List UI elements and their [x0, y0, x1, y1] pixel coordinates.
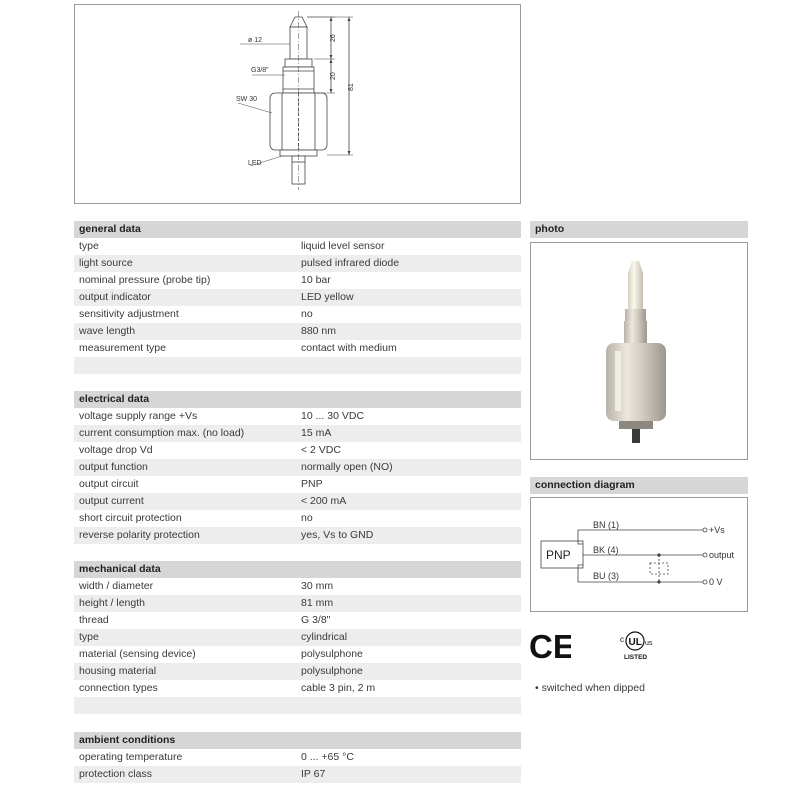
table-row: operating temperature 0 ... +65 °C: [79, 751, 354, 763]
table-row: output current < 200 mA: [74, 493, 521, 510]
ul-c-text: c: [620, 635, 624, 644]
product-photo: [530, 242, 748, 460]
wire-bk-label: BK (4): [593, 545, 619, 555]
table-row: output circuit PNP: [79, 478, 323, 490]
dim-led-label: LED: [248, 160, 262, 167]
table-row: material (sensing device) polysulphone: [79, 648, 363, 660]
dim-26-label: 26: [330, 34, 337, 42]
table-row: housing material polysulphone: [74, 663, 521, 680]
ambient-conditions-table: [74, 732, 521, 783]
table-row: thread G 3/8": [79, 614, 331, 626]
general-data-title: general data: [74, 221, 521, 238]
mechanical-data-title: mechanical data: [74, 561, 521, 578]
table-row: connection types cable 3 pin, 2 m: [79, 682, 376, 694]
mechanical-data-table: [74, 561, 521, 714]
ul-listed-text: LISTED: [624, 654, 648, 661]
wire-bu-label: BU (3): [593, 571, 620, 581]
table-row: height / length 81 mm: [74, 595, 521, 612]
table-row: output function normally open (NO): [74, 459, 521, 476]
general-data-table: [74, 221, 521, 374]
table-row: wave length 880 nm: [74, 323, 521, 340]
ul-us-text: us: [645, 640, 653, 647]
table-row: type liquid level sensor: [79, 240, 385, 252]
electrical-data-table: [74, 391, 521, 544]
table-row: sensitivity adjustment no: [79, 308, 313, 320]
table-row: voltage supply range +Vs 10 ... 30 VDC: [79, 410, 365, 422]
electrical-data-title: electrical data: [74, 391, 521, 408]
pnp-label: PNP: [546, 548, 571, 562]
table-row: reverse polarity protection yes, Vs to GND: [74, 527, 521, 544]
table-row: short circuit protection no: [79, 512, 313, 524]
wire-bn-label: BN (1): [593, 520, 620, 530]
ce-mark-icon: [529, 629, 571, 666]
table-row-blank: [74, 697, 521, 714]
switching-note: • switched when dipped: [535, 682, 645, 694]
dim-thread-label: G3/8": [251, 67, 269, 74]
terminal-0v-label: 0 V: [709, 577, 723, 587]
table-row: output indicator LED yellow: [74, 289, 521, 306]
ce-mark-text: CE: [529, 629, 571, 663]
table-row: current consumption max. (no load) 15 mA: [74, 425, 521, 442]
photo-title: photo: [530, 221, 748, 238]
table-row: measurement type contact with medium: [79, 342, 397, 354]
table-row: nominal pressure (probe tip) 10 bar: [79, 274, 331, 286]
dim-20-label: 20: [330, 72, 337, 80]
ul-mark-text: UL: [628, 637, 642, 648]
table-row-blank: [74, 357, 521, 374]
table-row: light source pulsed infrared diode: [74, 255, 521, 272]
terminal-output-label: output: [709, 550, 735, 560]
ul-listed-mark-icon: [616, 628, 664, 669]
terminal-vs-label: +Vs: [709, 525, 725, 535]
dim-wrench-label: SW 30: [236, 96, 258, 103]
ambient-conditions-title: ambient conditions: [74, 732, 521, 749]
sensor-drawing-svg: [75, 5, 522, 205]
table-row: voltage drop Vd < 2 VDC: [79, 444, 341, 456]
table-row: protection class IP 67: [74, 766, 521, 783]
table-row: type cylindrical: [74, 629, 521, 646]
connection-diagram-title: connection diagram: [530, 477, 748, 494]
dim-81-label: 81: [348, 83, 355, 91]
connection-diagram-svg: [531, 498, 749, 613]
table-row: width / diameter 30 mm: [79, 580, 334, 592]
dim-diameter-label: ø 12: [248, 37, 263, 44]
connection-diagram: [530, 497, 748, 612]
dimension-drawing: [74, 4, 521, 204]
sensor-photo-illustration: [531, 243, 749, 461]
